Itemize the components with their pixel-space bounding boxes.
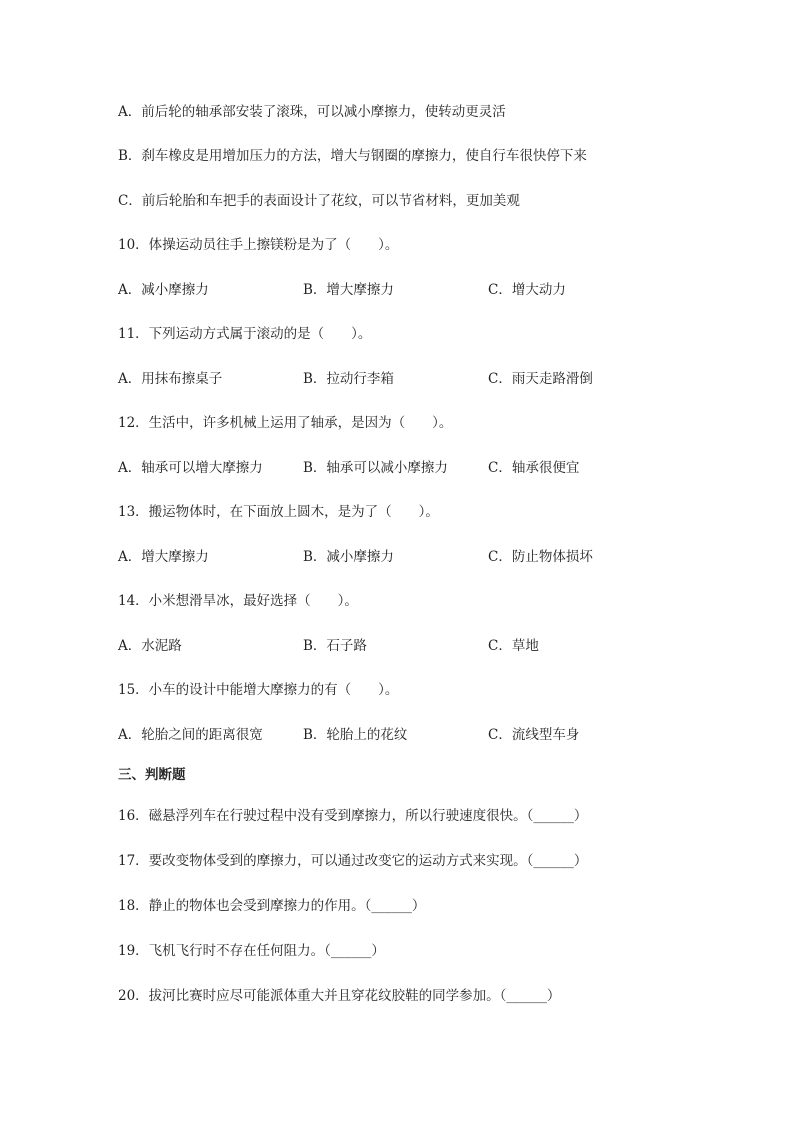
question-18: 18．静止的物体也会受到摩擦力的作用。（______） bbox=[118, 898, 426, 914]
prev-option-c: C．前后轮胎和车把手的表面设计了花纹，可以节省材料，更加美观 bbox=[118, 193, 520, 209]
option-c: C．流线型车身 bbox=[488, 727, 580, 743]
option-c: C．防止物体损坏 bbox=[488, 549, 593, 565]
option-c: C．轴承很便宜 bbox=[488, 460, 580, 476]
option-b: B．轴承可以减小摩擦力 bbox=[303, 460, 448, 476]
question-17: 17．要改变物体受到的摩擦力，可以通过改变它的运动方式来实现。（______） bbox=[118, 853, 588, 869]
question-12-stem: 12．生活中，许多机械上运用了轴承，是因为（ ）。 bbox=[118, 415, 453, 431]
question-13-stem: 13．搬运物体时，在下面放上圆木，是为了（ ）。 bbox=[118, 504, 439, 520]
question-15-stem: 15．小车的设计中能增大摩擦力的有（ ）。 bbox=[118, 682, 399, 698]
question-19: 19．飞机飞行时不存在任何阻力。（______） bbox=[118, 943, 385, 959]
question-16: 16．磁悬浮列车在行驶过程中没有受到摩擦力，所以行驶速度很快。（______） bbox=[118, 808, 588, 824]
option-a: A．水泥路 bbox=[118, 638, 182, 654]
option-b: B．拉动行李箱 bbox=[303, 371, 394, 387]
option-a: A．增大摩擦力 bbox=[118, 549, 209, 565]
question-14-stem: 14．小米想滑旱冰，最好选择（ ）。 bbox=[118, 593, 358, 609]
option-c: C．草地 bbox=[488, 638, 539, 654]
option-a: A．减小摩擦力 bbox=[118, 282, 209, 298]
option-b: B．轮胎上的花纹 bbox=[303, 727, 408, 743]
option-c: C．雨天走路滑倒 bbox=[488, 371, 593, 387]
section-heading: 三、判断题 bbox=[118, 767, 186, 783]
option-b: B．增大摩擦力 bbox=[303, 282, 394, 298]
question-10-stem: 10．体操运动员往手上擦镁粉是为了（ ）。 bbox=[118, 237, 399, 253]
prev-option-a: A．前后轮的轴承部安装了滚珠，可以减小摩擦力，使转动更灵活 bbox=[118, 104, 506, 120]
option-a: A．用抹布擦桌子 bbox=[118, 371, 223, 387]
option-b: B．减小摩擦力 bbox=[303, 549, 394, 565]
option-a: A．轴承可以增大摩擦力 bbox=[118, 460, 263, 476]
prev-option-b: B．刹车橡皮是用增加压力的方法，增大与钢圈的摩擦力，使自行车很快停下来 bbox=[118, 148, 587, 164]
option-c: C．增大动力 bbox=[488, 282, 566, 298]
question-11-stem: 11．下列运动方式属于滚动的是（ ）。 bbox=[118, 326, 372, 342]
question-20: 20．拔河比赛时应尽可能派体重大并且穿花纹胶鞋的同学参加。（______） bbox=[118, 988, 561, 1004]
option-a: A．轮胎之间的距离很宽 bbox=[118, 727, 263, 743]
option-b: B．石子路 bbox=[303, 638, 367, 654]
